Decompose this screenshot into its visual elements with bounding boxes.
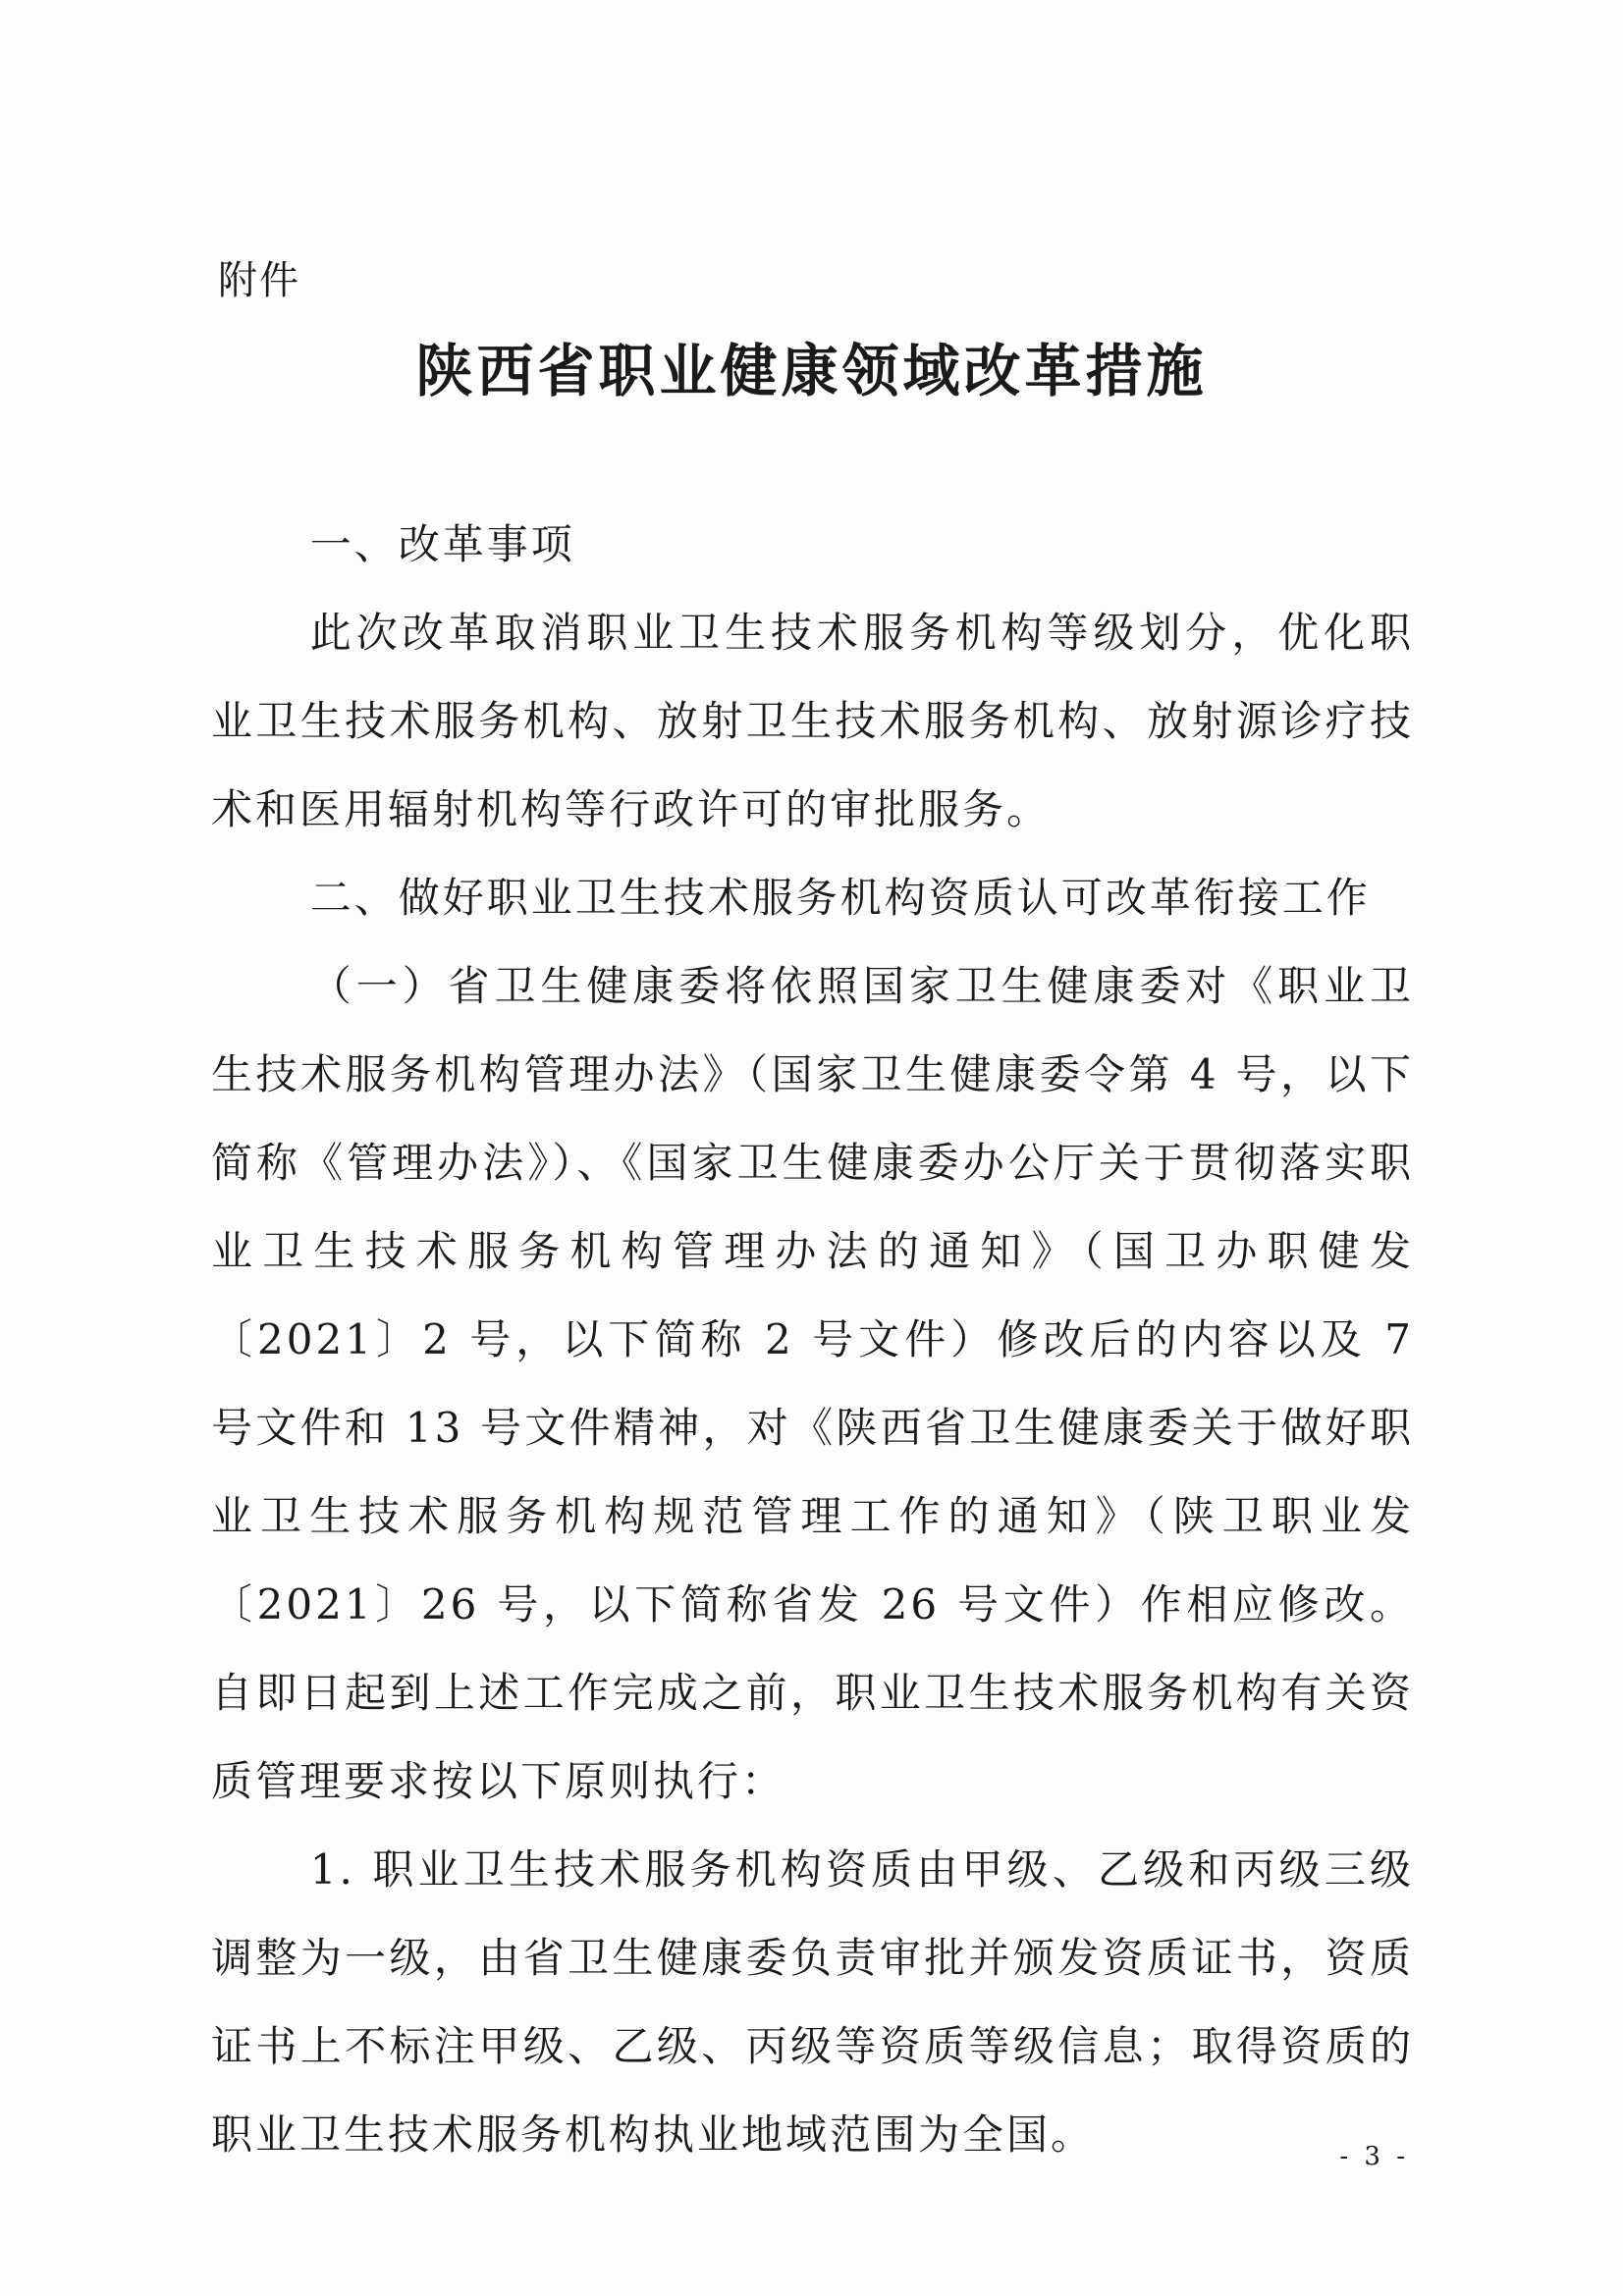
section-1-paragraph-1: 此次改革取消职业卫生技术服务机构等级划分，优化职业卫生技术服务机构、放射卫生技术服务机构、放射源诊疗技术和医用辐射机构等行政许可的审批服务。 (211, 609, 1414, 833)
section-2-paragraph-2: 1. 职业卫生技术服务机构资质由甲级、乙级和丙级三级调整为一级，由省卫生健康委负责审批并颁发资质证书，资质证书上不标注甲级、乙级、丙级等资质等级信息；取得资质的职业卫生技术服务机构执业地域范围为全国。 (211, 1845, 1414, 2159)
page-number: - 3 - (1339, 2142, 1409, 2171)
section-heading-2: 二、做好职业卫生技术服务机构资质认可改革衔接工作 (309, 874, 1371, 922)
document-body (211, 501, 1414, 2179)
section-heading-1: 一、改革事项 (309, 520, 575, 568)
attachment-label: 附件 (218, 258, 300, 303)
section-2-paragraph-1: （一）省卫生健康委将依照国家卫生健康委对《职业卫生技术服务机构管理办法》（国家卫生健康委令第 4 号，以下简称《管理办法》）、《国家卫生健康委办公厅关于贯彻落实职业卫生技术服务机构管理办法的通知》（国卫办职健发〔2021〕2 号，以下简称 2 号文件）修改后的内容以及 7 号文件和 13 号文件精神，对《陕西省卫生健康委关于做好职业卫生技术服务机构规范管理工作的通知》（陕卫职业发〔2021〕26 号，以下简称省发 26 号文件）作相应修改。自即日起到上述工作完成之前，职业卫生技术服务机构有关资质管理要求按以下原则执行： (211, 962, 1414, 1805)
document-title: 陕西省职业健康领域改革措施 (415, 338, 1208, 404)
